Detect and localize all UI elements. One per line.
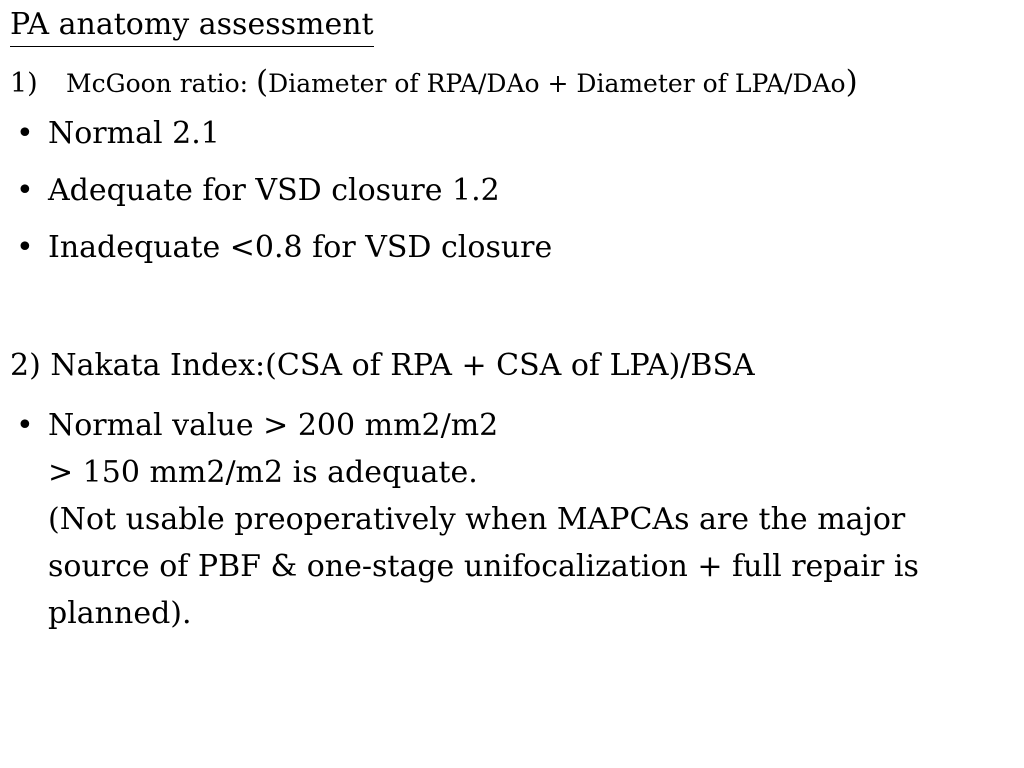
bullet-line: > 150 mm2/m2 is adequate.	[48, 455, 478, 490]
mcgoon-heading	[10, 62, 858, 104]
bullet-text: Adequate for VSD closure 1.2	[48, 173, 500, 208]
bullet-line: Normal value > 200 mm2/m2	[48, 408, 499, 443]
section-number: 1)	[10, 68, 38, 99]
close-paren: )	[845, 64, 858, 100]
list-item	[10, 402, 1000, 637]
slide-title: PA anatomy assessment	[10, 6, 374, 47]
bullet-line: source of PBF & one-stage unifocalization + full repair is	[48, 549, 919, 584]
nakata-heading: 2) Nakata Index:(CSA of RPA + CSA of LPA)/BSA	[10, 348, 755, 383]
bullet-line: (Not usable preoperatively when MAPCAs are the major	[48, 502, 906, 537]
bullet-icon: •	[16, 230, 34, 265]
bullet-icon: •	[16, 173, 34, 208]
bullet-icon: •	[16, 408, 34, 443]
list-item	[10, 228, 552, 268]
bullet-icon: •	[16, 116, 34, 151]
bullet-line: planned).	[48, 596, 192, 631]
list-item	[10, 114, 552, 154]
nakata-bullet-list	[10, 402, 1000, 637]
mcgoon-label: McGoon ratio:	[66, 69, 249, 98]
bullet-text: Inadequate <0.8 for VSD closure	[48, 230, 553, 265]
open-paren: (	[256, 64, 269, 100]
mcgoon-formula: Diameter of RPA/DAo + Diameter of LPA/DAo	[268, 69, 846, 98]
bullet-text: Normal 2.1	[48, 116, 220, 151]
mcgoon-bullet-list	[10, 114, 552, 285]
list-item	[10, 171, 552, 211]
